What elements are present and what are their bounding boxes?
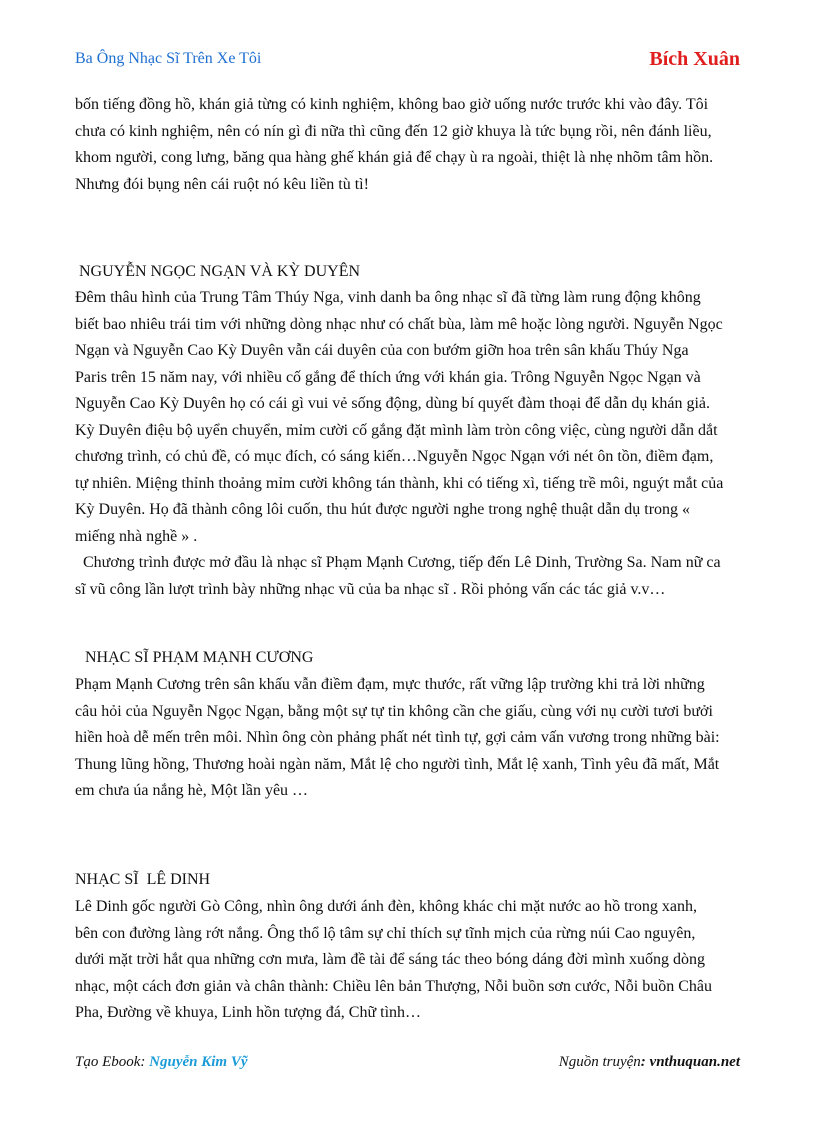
- section-heading-pham-manh-cuong: NHẠC SĨ PHẠM MẠNH CƯƠNG: [85, 649, 314, 666]
- footer-source-separator: :: [640, 1054, 650, 1070]
- text-line: bên con đường làng rớt nắng. Ông thổ lộ tâm sự chỉ thích sự tĩnh mịch của rừng núi Cao nguyên,: [75, 924, 696, 942]
- text-line: biết bao nhiêu trái tim với những dòng nhạc như có chất bùa, làm mê hoặc lòng người. Nguyễn Ngọc: [75, 315, 723, 333]
- footer-source-site: vnthuquan.net: [649, 1054, 740, 1070]
- footer-source-credit: [559, 1054, 740, 1071]
- text-line: Phạm Mạnh Cương trên sân khấu vẫn điềm đạm, mực thước, rất vững lập trường khi trả lời những: [75, 676, 705, 693]
- text-line: chương trình, có chủ đề, có mục đích, có sáng kiến…Nguyễn Ngọc Ngạn với nét ôn tồn, điềm đạm,: [75, 448, 714, 465]
- intro-paragraph: [75, 92, 755, 198]
- text-line: Paris trên 15 năm nay, với nhiều cố gắng để thích ứng với khán gia. Trông Nguyễn Ngọc Ngạn và: [75, 368, 701, 386]
- text-line: Thung lũng hồng, Thương hoài ngàn năm, Mắt lệ cho người tình, Mắt lệ xanh, Tình yêu đã mất, Mắt: [75, 755, 720, 773]
- text-line: khom người, cong lưng, băng qua hàng ghế khán giả để chạy ù ra ngoài, thiệt là nhẹ nhõm tâm hồn.: [75, 149, 714, 166]
- text-line: câu hỏi của Nguyễn Ngọc Ngạn, bằng một sự tự tin không cần che giấu, cùng với nụ cười tươi bưởi: [75, 702, 713, 720]
- footer-ebook-name: Nguyễn Kim Vỹ: [149, 1054, 248, 1070]
- text-line: tự nhiên. Miệng thỉnh thoảng mỉm cười không tán thành, khi có tiếng xì, tiếng trề môi, nguýt mắt của: [75, 474, 724, 492]
- footer-source-label: Nguồn truyện: [558, 1054, 641, 1070]
- text-line: Nguyễn Cao Kỳ Duyên họ có cái gì vui vẻ sống động, dùng bí quyết đàm thoại để dẫn dụ khán giả.: [75, 395, 710, 412]
- text-line: miếng nhà nghề » .: [75, 527, 198, 545]
- footer-ebook-credit: [75, 1054, 248, 1071]
- text-line: Chương trình được mở đầu là nhạc sĩ Phạm Mạnh Cương, tiếp đến Lê Dinh, Trường Sa. Nam nữ ca: [75, 554, 721, 571]
- text-line: hiền hoà dễ mến trên môi. Nhìn ông còn phảng phất nét tình tự, gợi cảm vấn vương trong những bài:: [75, 729, 720, 746]
- text-line: dưới mặt trời hắt qua những cơn mưa, làm đề tài để sáng tác theo bóng dáng đời mình xuống dòng: [75, 951, 705, 968]
- section-heading-le-dinh: NHẠC SĨ LÊ DINH: [75, 871, 211, 888]
- document-title: Ba Ông Nhạc Sĩ Trên Xe Tôi: [75, 50, 262, 67]
- section-heading-ngan-duyen: NGUYỄN NGỌC NGẠN VÀ KỲ DUYÊN: [79, 263, 361, 280]
- text-line: nhạc, một cách đơn giản và chân thành: Chiều lên bản Thượng, Nỗi buồn sơn cước, Nỗi buồn Châu: [75, 977, 712, 995]
- text-line: Kỳ Duyên. Họ đã thành công lôi cuốn, thu hút được người nghe trong nghệ thuật dẫn dụ trong «: [75, 501, 691, 518]
- text-line: Lê Dinh gốc người Gò Công, nhìn ông dưới ánh đèn, không khác chi mặt nước ao hồ trong xanh,: [75, 898, 697, 915]
- text-line: Kỳ Duyên điệu bộ uyển chuyển, mỉm cười cố gắng đặt mình làm tròn công việc, cùng người dẫn dắt: [75, 421, 718, 439]
- section-body-ngan-duyen: [75, 285, 755, 603]
- text-line: Đêm thâu hình của Trung Tâm Thúy Nga, vinh danh ba ông nhạc sĩ đã từng làm rung động không: [75, 289, 701, 306]
- text-line: Nhưng đói bụng nên cái ruột nó kêu liền tù tì!: [75, 175, 369, 193]
- text-line: sĩ vũ công lần lượt trình bày những nhạc vũ của ba nhạc sĩ . Rồi phỏng vấn các tác giả v.v…: [75, 580, 666, 598]
- footer-ebook-label: Tạo Ebook: [75, 1054, 141, 1070]
- text-line: Ngạn và Nguyễn Cao Kỳ Duyên vẫn cái duyên của con bướm giỡn hoa trên sân khấu Thúy Nga: [75, 342, 689, 359]
- section-body-pham-manh-cuong: [75, 672, 755, 805]
- footer-ebook-separator: :: [140, 1054, 150, 1070]
- text-line: em chưa úa nắng hè, Một lần yêu …: [75, 782, 309, 799]
- section-body-le-dinh: [75, 894, 755, 1027]
- text-line: chưa có kinh nghiệm, nên có nín gì đi nữa thì cũng đến 12 giờ khuya là tức bụng rồi, nên đánh liều,: [75, 122, 712, 140]
- text-line: Pha, Đường về khuya, Linh hồn tượng đá, Chữ tình…: [75, 1004, 422, 1021]
- text-line: bốn tiếng đồng hồ, khán giả từng có kinh nghiệm, không bao giờ uống nước trước khi vào đây. Tôi: [75, 96, 709, 113]
- author-name: Bích Xuân: [649, 48, 740, 70]
